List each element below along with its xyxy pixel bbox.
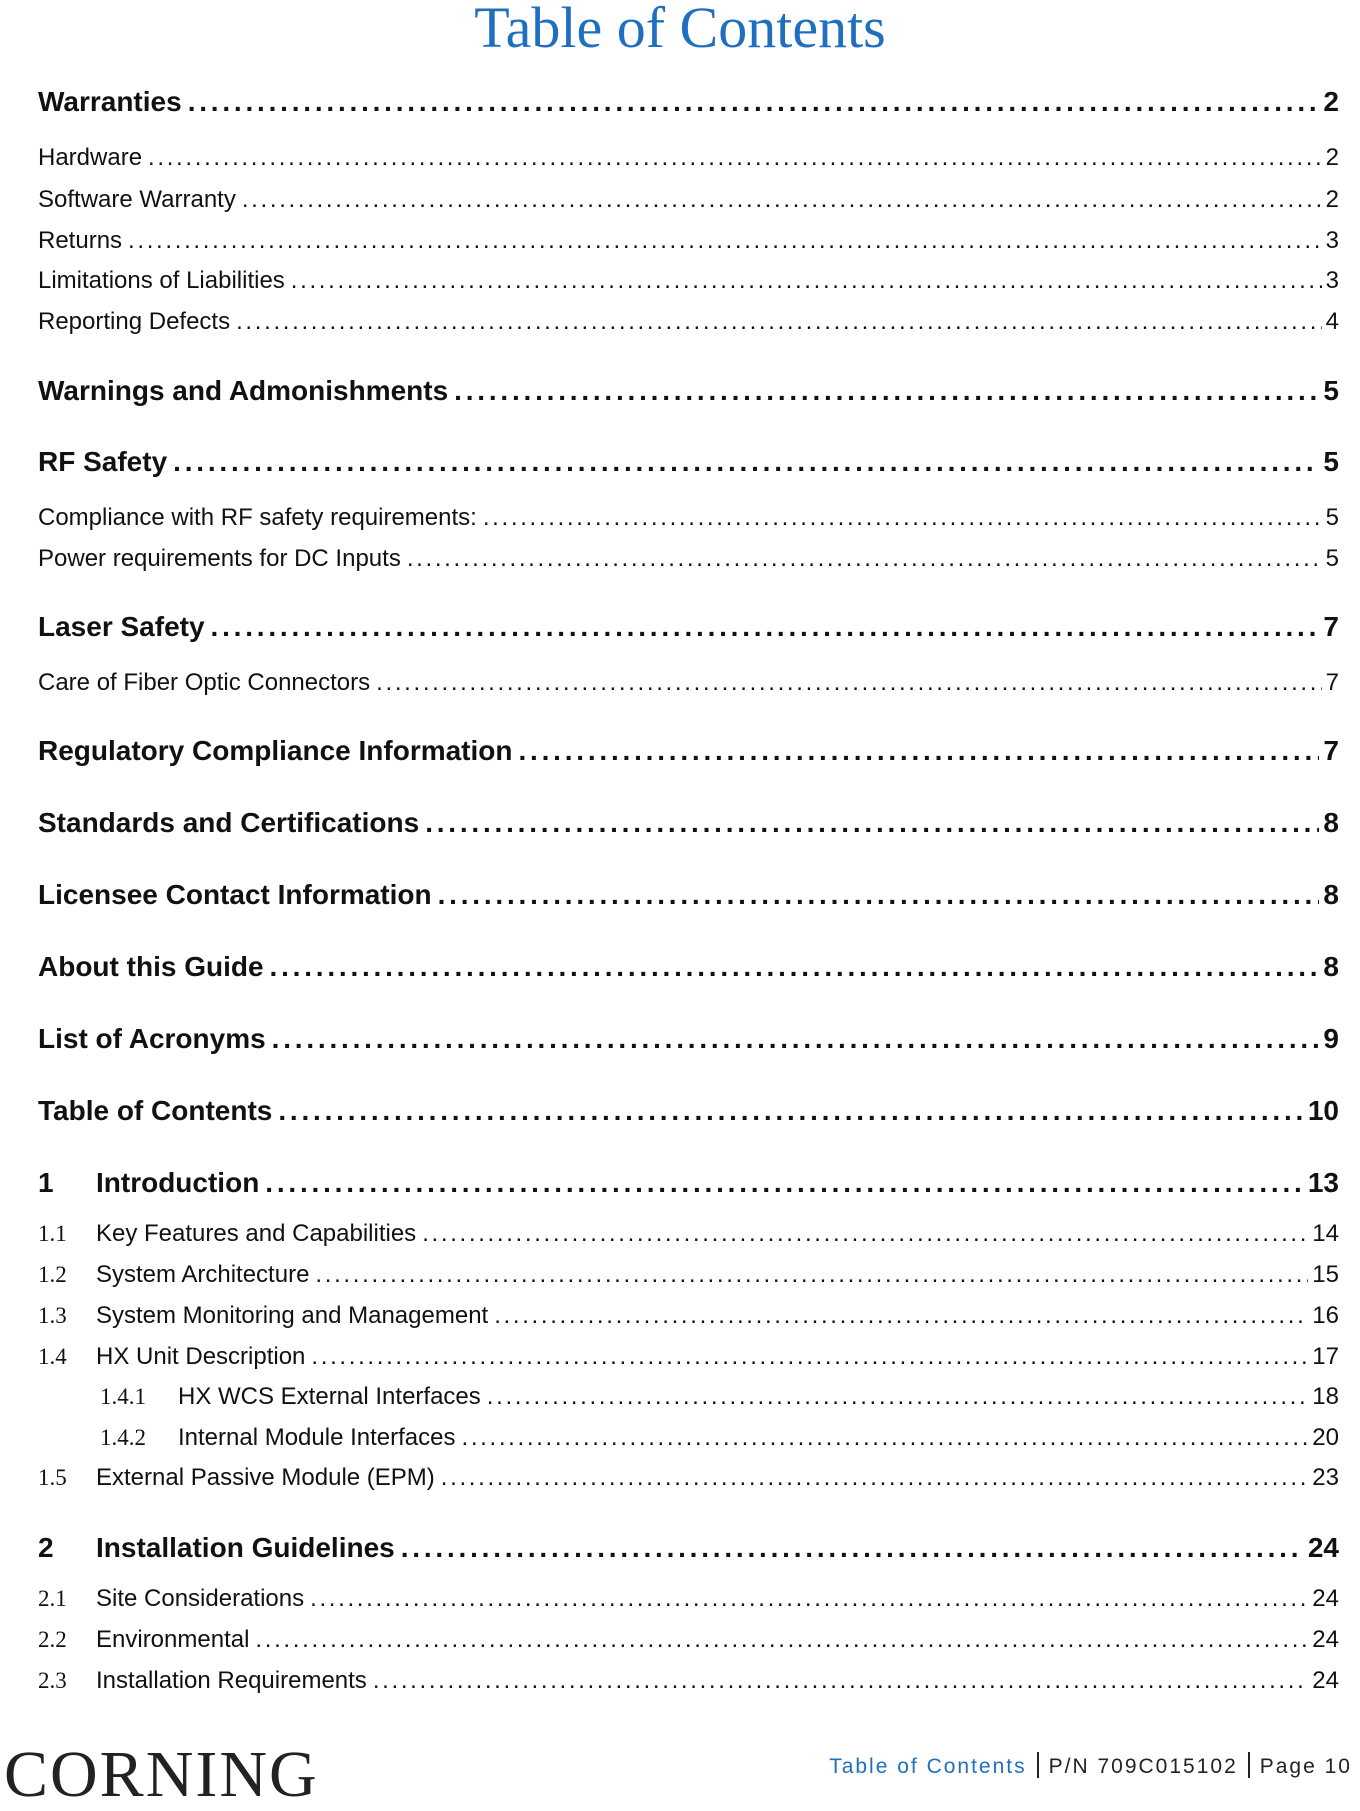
- toc-entry[interactable]: [0, 1220, 1360, 1264]
- toc-entry-page: 9: [1323, 1023, 1339, 1054]
- toc-entry[interactable]: [0, 807, 1360, 851]
- toc-entry-label: Hardware: [38, 144, 143, 171]
- toc-entry-label: Limitations of Liabilities: [38, 267, 285, 294]
- toc-entry-page: 3: [1325, 267, 1339, 294]
- page-footer: [0, 1740, 1360, 1809]
- toc-entry-label: Warranties: [38, 86, 182, 117]
- toc-entry-page: 8: [1323, 879, 1339, 910]
- toc-entry-label: Introduction: [96, 1167, 260, 1198]
- toc-entry-label: System Architecture: [96, 1261, 310, 1288]
- toc-entry-label: Standards and Certifications: [38, 807, 420, 838]
- toc-entry-number: 2.3: [38, 1668, 67, 1693]
- toc-entry-number: 1.2: [38, 1262, 67, 1287]
- toc-entry-page: 2: [1325, 186, 1339, 213]
- toc-entry[interactable]: [0, 267, 1360, 311]
- toc-entry[interactable]: [0, 375, 1360, 419]
- toc-entry-label: Power requirements for DC Inputs: [38, 545, 401, 572]
- toc-entry-label: Licensee Contact Information: [38, 879, 432, 910]
- toc-entry[interactable]: [0, 227, 1360, 271]
- toc-entry[interactable]: [0, 1383, 1360, 1427]
- toc-entry-label: Regulatory Compliance Information: [38, 735, 513, 766]
- toc-entry[interactable]: [0, 1585, 1360, 1629]
- toc-entry-page: 13: [1307, 1167, 1339, 1198]
- toc-entry-number: 1: [38, 1167, 54, 1198]
- toc-entry[interactable]: [0, 879, 1360, 923]
- toc-entry[interactable]: [0, 186, 1360, 230]
- toc-entry-label: Reporting Defects: [38, 308, 231, 335]
- toc-entry-label: Internal Module Interfaces: [178, 1424, 456, 1451]
- toc-entry[interactable]: [0, 144, 1360, 188]
- toc-entry-label: Site Considerations: [96, 1585, 305, 1612]
- toc-entry-page: 3: [1325, 227, 1339, 254]
- toc-entry-page: 8: [1323, 807, 1339, 838]
- toc-entry[interactable]: [0, 1667, 1360, 1711]
- toc-entry-number: 2.2: [38, 1627, 67, 1652]
- toc-entry[interactable]: [0, 611, 1360, 655]
- toc-entry-label: Laser Safety: [38, 611, 205, 642]
- toc-entry[interactable]: [0, 1302, 1360, 1346]
- toc-entry[interactable]: [0, 446, 1360, 490]
- toc-entry-page: 8: [1323, 951, 1339, 982]
- toc-entry-number: 1.1: [38, 1221, 67, 1246]
- toc-entry-page: 24: [1307, 1532, 1339, 1563]
- toc-entry-page: 15: [1312, 1261, 1339, 1288]
- toc-entry-page: 20: [1312, 1424, 1339, 1451]
- toc-entry-page: 2: [1325, 144, 1339, 171]
- toc-entry-number: 1.4: [38, 1344, 67, 1369]
- toc-entry-label: Compliance with RF safety requirements:: [38, 504, 477, 531]
- footer-section: Table of Contents: [829, 1755, 1027, 1778]
- toc-entry[interactable]: [0, 504, 1360, 548]
- page-title: Table of Contents: [474, 0, 886, 60]
- toc-entry-page: 16: [1312, 1302, 1339, 1329]
- toc-entry-page: 14: [1312, 1220, 1339, 1247]
- toc-entry[interactable]: [0, 1095, 1360, 1139]
- footer-info: [829, 1752, 1352, 1779]
- toc-entry-number: 1.4.2: [100, 1425, 146, 1450]
- toc-entry-page: 5: [1325, 545, 1339, 572]
- toc-entry[interactable]: [0, 1626, 1360, 1670]
- toc-entry-page: 5: [1325, 504, 1339, 531]
- toc-entry[interactable]: [0, 951, 1360, 995]
- toc-entry-label: System Monitoring and Management: [96, 1302, 489, 1329]
- toc-entry-page: 24: [1312, 1667, 1339, 1694]
- toc-entry-label: Installation Guidelines: [96, 1532, 395, 1563]
- toc-entry[interactable]: [0, 1464, 1360, 1508]
- toc-entry-label: List of Acronyms: [38, 1023, 266, 1054]
- toc-entry-page: 17: [1312, 1343, 1339, 1370]
- toc-entry-label: Table of Contents: [38, 1095, 273, 1126]
- toc-entry-label: Warnings and Admonishments: [38, 375, 449, 406]
- toc-entry-number: 2: [38, 1532, 54, 1563]
- toc-entry-label: Key Features and Capabilities: [96, 1220, 417, 1247]
- toc-entry-number: 1.4.1: [100, 1384, 146, 1409]
- toc-entry[interactable]: [0, 1532, 1360, 1576]
- toc-entry-label: Environmental: [96, 1626, 250, 1653]
- footer-divider: [1248, 1752, 1250, 1778]
- toc-entry-number: 1.3: [38, 1303, 67, 1328]
- toc-entry-number: 2.1: [38, 1586, 67, 1611]
- toc-entry-page: 2: [1323, 86, 1339, 117]
- toc-entry[interactable]: [0, 1343, 1360, 1387]
- toc-entry[interactable]: [0, 1261, 1360, 1305]
- toc-entry-number: 1.5: [38, 1465, 67, 1490]
- toc-entry-label: HX WCS External Interfaces: [178, 1383, 481, 1410]
- footer-page: Page 10: [1259, 1755, 1352, 1778]
- toc-entry-page: 5: [1323, 375, 1339, 406]
- toc-entry-page: 7: [1323, 611, 1339, 642]
- toc-entry-page: 7: [1323, 735, 1339, 766]
- toc-entry-page: 4: [1325, 308, 1339, 335]
- toc-entry-page: 24: [1312, 1585, 1339, 1612]
- toc-entry-label: Installation Requirements: [96, 1667, 367, 1694]
- toc-entry[interactable]: [0, 1023, 1360, 1067]
- toc-entry[interactable]: [0, 669, 1360, 713]
- toc-entry-page: 10: [1307, 1095, 1339, 1126]
- toc-entry-page: 23: [1312, 1464, 1339, 1491]
- toc-entry-page: 18: [1312, 1383, 1339, 1410]
- toc-entry-label: Care of Fiber Optic Connectors: [38, 669, 371, 696]
- toc-entry-page: 5: [1323, 446, 1339, 477]
- toc-entry[interactable]: [0, 1424, 1360, 1468]
- toc-entry[interactable]: [0, 86, 1360, 130]
- corning-logo: CORNING: [4, 1738, 319, 1811]
- footer-divider: [1037, 1752, 1039, 1778]
- footer-part-number: P/N 709C015102: [1048, 1755, 1238, 1778]
- toc-entry-page: 7: [1325, 669, 1339, 696]
- toc-entry-label: Returns: [38, 227, 123, 254]
- toc-entry-label: RF Safety: [38, 446, 168, 477]
- toc-entry[interactable]: [0, 1167, 1360, 1211]
- toc-entry[interactable]: [0, 308, 1360, 352]
- toc-entry-label: Software Warranty: [38, 186, 236, 213]
- toc-entry-label: External Passive Module (EPM): [96, 1464, 435, 1491]
- toc-entry-label: About this Guide: [38, 951, 264, 982]
- toc-entry[interactable]: [0, 735, 1360, 779]
- toc-entry-label: HX Unit Description: [96, 1343, 306, 1370]
- toc-entry-page: 24: [1312, 1626, 1339, 1653]
- toc-entry[interactable]: [0, 545, 1360, 589]
